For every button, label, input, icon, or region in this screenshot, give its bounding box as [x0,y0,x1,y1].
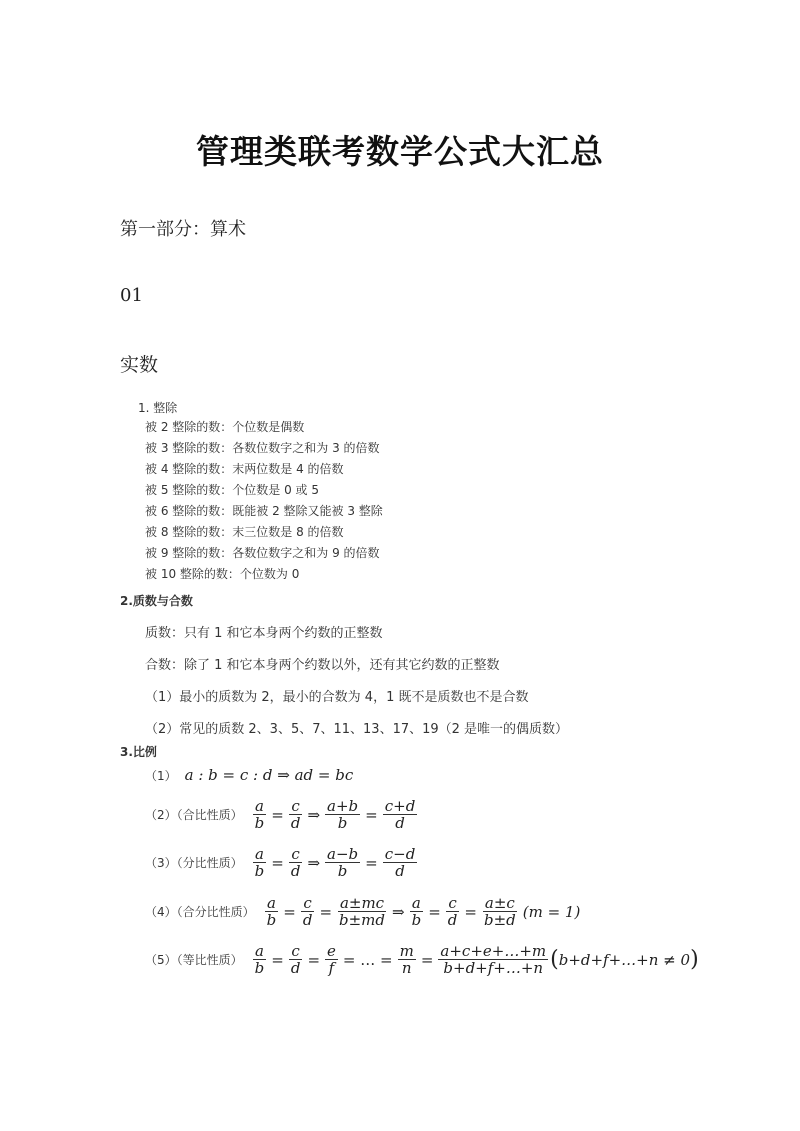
fraction: $\frac{a}{b}$ [266,894,277,929]
divisibility-rule: 被 6 整除的数：既能被 2 整除又能被 3 整除 [145,504,383,518]
fraction: $\frac{a+c+e+\dots+m}{b+d+f+\dots+n}$ [440,942,547,977]
fraction: $\frac{c}{d}$ [302,894,313,929]
fraction: $\frac{m}{n}$ [399,942,414,977]
ratio-heading: 3.比例 [120,745,157,759]
fraction: $\frac{a}{b}$ [254,942,265,977]
condition: (m = 1) [522,902,581,921]
fraction: $\frac{c}{d}$ [290,942,301,977]
formula-label: （3）（分比性质） [145,856,243,870]
fraction: $\frac{c}{d}$ [290,845,301,880]
divisibility-heading: 1. 整除 [138,401,178,415]
primes-item: （2）常见的质数 2、3、5、7、11、13、17、19（2 是唯一的偶质数） [145,722,569,737]
fraction: $\frac{a}{b}$ [254,845,265,880]
divisibility-rule: 被 3 整除的数：各数位数字之和为 3 的倍数 [145,441,380,455]
ratio-formula-2: （2）（合比性质） $\frac{a}{b}$ = $\frac{c}{d}$ ⇒ $\frac{a+b}{b}$ = $\frac{c+d}{d}$ [145,797,416,832]
fraction: $\frac{a-b}{b}$ [327,845,359,880]
section-heading: 实数 [120,354,159,376]
formula-expression: a : b = c : d ⇒ ad = bc [184,766,354,784]
ratio-formula-5: （5）（等比性质） $\frac{a}{b}$ = $\frac{c}{d}$ = $\frac{e}{f}$ = … = $\frac{m}{n}$ = $\frac{a+c+e+\dots+m}{b+d+f+\dots+n}$ ( b+d+f+…+n ≠ 0 ) [145,942,699,977]
part-heading: 第一部分：算术 [120,219,246,240]
fraction: $\frac{c-d}{d}$ [384,845,416,880]
primes-item: （1）最小的质数为 2，最小的合数为 4，1 既不是质数也不是合数 [145,690,529,705]
page-title: 管理类联考数学公式大汇总 [196,132,604,171]
ratio-formula-3: （3）（分比性质） $\frac{a}{b}$ = $\frac{c}{d}$ ⇒ $\frac{a-b}{b}$ = $\frac{c-d}{d}$ [145,845,416,880]
divisibility-rule: 被 10 整除的数：个位数为 0 [145,567,300,581]
primes-item: 质数：只有 1 和它本身两个约数的正整数 [145,626,383,641]
ratio-formula-1 [145,766,353,784]
chapter-number: 01 [120,285,143,306]
fraction: $\frac{a\pm c}{b\pm d}$ [483,894,516,929]
formula-label: （5）（等比性质） [145,953,243,967]
divisibility-rule: 被 8 整除的数：末三位数是 8 的倍数 [145,525,344,539]
formula-label: （1） [145,768,177,783]
fraction: $\frac{e}{f}$ [327,942,336,977]
condition: b+d+f+…+n ≠ 0 [558,950,691,969]
formula-label: （4）（合分比性质） [145,905,255,919]
formula-label: （2）（合比性质） [145,808,243,822]
fraction: $\frac{a}{b}$ [254,797,265,832]
fraction: $\frac{c}{d}$ [447,894,458,929]
fraction: $\frac{a+b}{b}$ [327,797,359,832]
primes-item: 合数：除了 1 和它本身两个约数以外，还有其它约数的正整数 [145,658,500,673]
primes-heading: 2.质数与合数 [120,594,193,608]
fraction: $\frac{a}{b}$ [411,894,422,929]
fraction: $\frac{c}{d}$ [290,797,301,832]
divisibility-rule: 被 9 整除的数：各数位数字之和为 9 的倍数 [145,546,380,560]
divisibility-rule: 被 2 整除的数：个位数是偶数 [145,420,305,434]
divisibility-rule: 被 4 整除的数：末两位数是 4 的倍数 [145,462,344,476]
divisibility-rule: 被 5 整除的数：个位数是 0 或 5 [145,483,319,497]
fraction: $\frac{a\pm mc}{b\pm md}$ [339,894,386,929]
fraction: $\frac{c+d}{d}$ [384,797,416,832]
ratio-formula-4: （4）（合分比性质） $\frac{a}{b}$ = $\frac{c}{d}$ = $\frac{a\pm mc}{b\pm md}$ ⇒ $\frac{a}{b}$ = $\frac{c}{d}$ = $\frac{a\pm c}{b\pm d}$ (m = 1) [145,894,581,929]
